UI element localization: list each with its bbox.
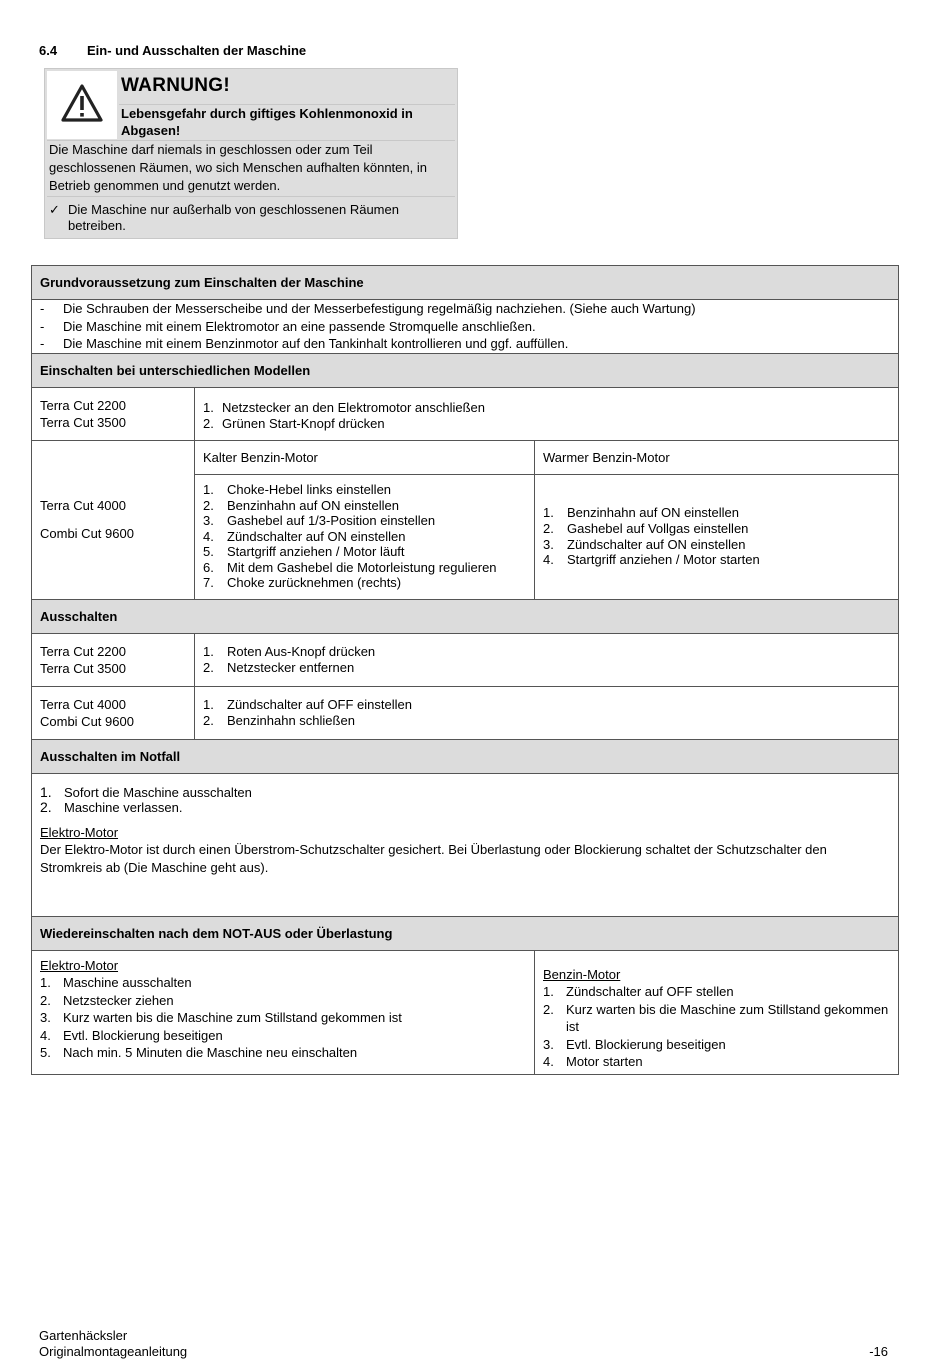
list-item: 1. Zündschalter auf OFF stellen <box>543 984 734 999</box>
list-item: 1. Roten Aus-Knopf drücken <box>203 643 376 659</box>
list-item: 5. Nach min. 5 Minuten die Maschine neu einschalten <box>40 1045 358 1060</box>
list-item: - Die Maschine mit einem Elektromotor an eine passende Stromquelle anschließen. <box>40 318 536 334</box>
list-item: 3. Evtl. Blockierung beseitigen <box>543 1036 726 1052</box>
list-item: 2. Netzstecker entfernen <box>203 659 355 675</box>
check-icon: ✓ <box>49 202 60 217</box>
wieder-elektro-label: Elektro-Motor <box>40 957 119 973</box>
models-electric-cell <box>32 387 195 440</box>
wieder-benzin-cell <box>535 950 899 1074</box>
model-name: Combi Cut 9600 <box>40 713 134 729</box>
warning-body: Die Maschine darf niemals in geschlossen oder zum Teil geschlossenen Räumen, wo sich Menschen aufhalten könnten, in Betrieb genommen und genutzt werden. <box>47 140 455 196</box>
list-item: 4. Evtl. Blockierung beseitigen <box>40 1027 223 1043</box>
list-item: 1. Choke-Hebel links einstellen <box>203 481 392 497</box>
einschalten-header: Einschalten bei unterschiedlichen Modellen <box>32 353 899 387</box>
warm-engine-label: Warmer Benzin-Motor <box>535 440 899 474</box>
switching-table <box>31 265 899 1075</box>
list-item: 4. Startgriff anziehen / Motor starten <box>543 552 760 568</box>
wieder-elektro-cell <box>32 950 535 1074</box>
notfall-header: Ausschalten im Notfall <box>32 739 899 773</box>
model-name: Terra Cut 4000 <box>40 696 126 712</box>
model-name: Combi Cut 9600 <box>40 526 134 541</box>
models-petrol-cell <box>32 440 195 599</box>
list-item: 2. Kurz warten bis die Maschine zum Stillstand gekommen ist <box>543 1001 889 1034</box>
list-item: 6. Mit dem Gashebel die Motorleistung regulieren <box>203 559 497 575</box>
warning-triangle-icon <box>60 83 104 123</box>
grund-header: Grundvoraussetzung zum Einschalten der Maschine <box>32 266 899 300</box>
section-number: 6.4 <box>39 43 58 58</box>
model-name: Terra Cut 2200 <box>40 643 126 659</box>
models-electric-cell <box>32 633 195 686</box>
model-name: Terra Cut 3500 <box>40 414 126 430</box>
warning-box <box>44 68 458 239</box>
footer-subtitle: Originalmontageanleitung <box>39 1344 188 1359</box>
section-title: Ein- und Ausschalten der Maschine <box>87 43 307 58</box>
warning-icon-cell <box>47 71 117 139</box>
list-item: 2. Grünen Start-Knopf drücken <box>203 415 385 431</box>
petrol-off-steps <box>195 686 899 739</box>
elektro-motor-label: Elektro-Motor <box>40 824 119 840</box>
list-item: 1. Maschine ausschalten <box>40 975 192 990</box>
notfall-text: Der Elektro-Motor ist durch einen Überstrom-Schutzschalter gesichert. Bei Überlastung oder Blockierung schaltet der Schutzschalter den Stromkreis ab (Die Maschine geht aus). <box>40 841 827 875</box>
model-name: Terra Cut 2200 <box>40 397 126 413</box>
list-item: 4. Zündschalter auf ON einstellen <box>203 528 406 544</box>
list-item: - Die Schrauben der Messerscheibe und der Messerbefestigung regelmäßig nachziehen. (Siehe auch Wartung) <box>40 301 696 316</box>
section-heading <box>39 43 306 58</box>
wieder-header: Wiedereinschalten nach dem NOT-AUS oder Überlastung <box>32 916 899 950</box>
models-petrol-cell <box>32 686 195 739</box>
model-name: Terra Cut 3500 <box>40 660 126 676</box>
list-item: 2. Maschine verlassen. <box>40 799 183 816</box>
warning-subtitle: Lebensgefahr durch giftiges Kohlenmonoxid in Abgasen! <box>119 104 455 139</box>
list-item: 2. Benzinhahn schließen <box>203 712 355 728</box>
list-item: 3. Zündschalter auf ON einstellen <box>543 536 746 552</box>
warning-instruction <box>47 196 455 238</box>
list-item: 3. Gashebel auf 1/3-Position einstellen <box>203 513 436 529</box>
electric-on-steps <box>195 387 899 440</box>
wieder-benzin-label: Benzin-Motor <box>543 966 621 982</box>
list-item: 1. Zündschalter auf OFF einstellen <box>203 696 412 712</box>
list-item: 2. Netzstecker ziehen <box>40 992 174 1008</box>
cold-engine-label: Kalter Benzin-Motor <box>195 440 535 474</box>
page-number: -16 <box>869 1344 888 1359</box>
notfall-cell <box>32 773 899 916</box>
list-item: 2. Gashebel auf Vollgas einstellen <box>543 520 749 536</box>
list-item: 3. Kurz warten bis die Maschine zum Stillstand gekommen ist <box>40 1010 402 1025</box>
list-item: 1. Benzinhahn auf ON einstellen <box>543 505 740 521</box>
list-item: 2. Benzinhahn auf ON einstellen <box>203 497 400 513</box>
model-name: Terra Cut 4000 <box>40 498 126 513</box>
cold-engine-steps <box>195 474 535 599</box>
list-item: 4. Motor starten <box>543 1054 643 1069</box>
list-item: 5. Startgriff anziehen / Motor läuft <box>203 544 405 560</box>
footer <box>39 1328 187 1360</box>
list-item: 1. Netzstecker an den Elektromotor anschließen <box>203 399 486 415</box>
warning-instruction-text: Die Maschine nur außerhalb von geschlossenen Räumen betreiben. <box>68 202 399 233</box>
ausschalten-header: Ausschalten <box>32 599 899 633</box>
electric-off-steps <box>195 633 899 686</box>
warning-title: WARNUNG! <box>119 71 455 103</box>
footer-title: Gartenhäcksler <box>39 1328 128 1343</box>
list-item: - Die Maschine mit einem Benzinmotor auf den Tankinhalt kontrollieren und ggf. auffüllen. <box>40 336 569 351</box>
list-item: 7. Choke zurücknehmen (rechts) <box>203 575 402 591</box>
list-item: 1. Sofort die Maschine ausschalten <box>40 783 252 800</box>
grund-list <box>32 300 899 354</box>
warm-engine-steps <box>535 474 899 599</box>
